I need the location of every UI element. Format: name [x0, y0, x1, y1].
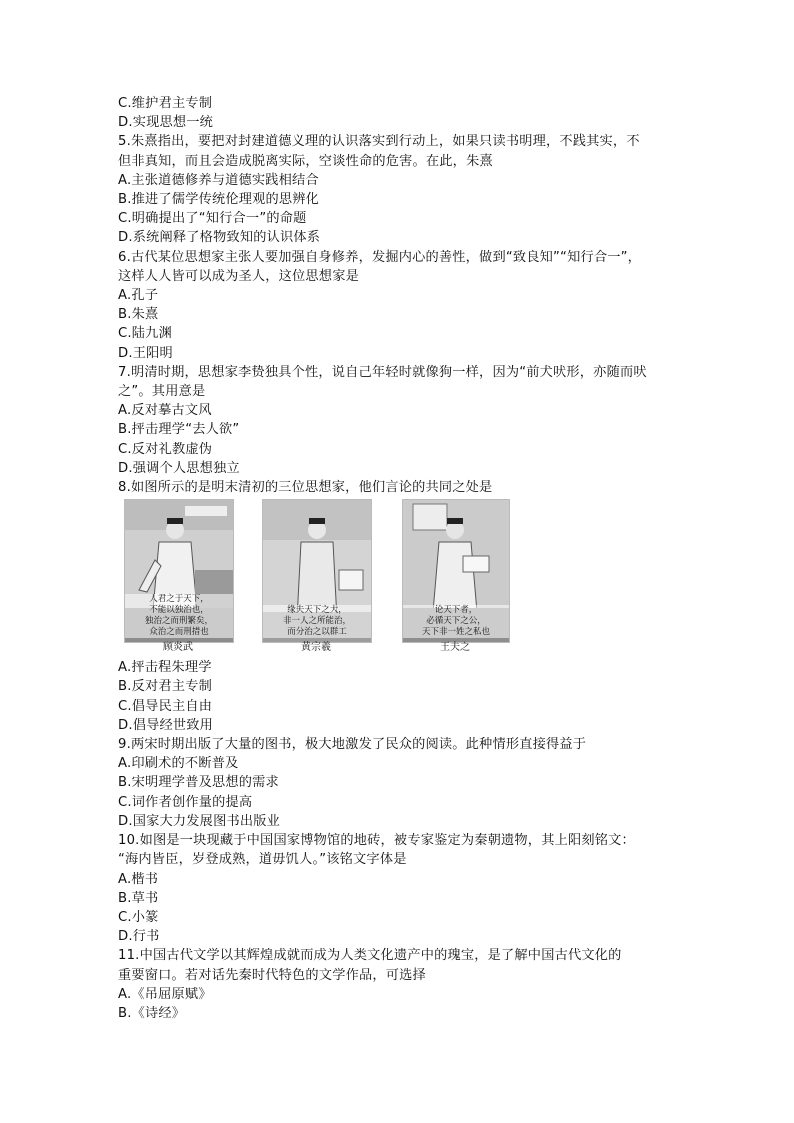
text-line: C.小篆: [118, 909, 159, 925]
portrait-quote: 论天下者， 必循天下之公， 天下非一姓之私也: [403, 605, 509, 638]
text-line: A.《吊屈原赋》: [118, 986, 212, 1002]
text-line: C.词作者创作量的提高: [118, 794, 253, 810]
text-line: C.陆九渊: [118, 326, 172, 342]
text-line: A.抨击程朱理学: [118, 660, 212, 676]
question-block-top: [118, 94, 688, 497]
text-line: D.行书: [118, 929, 160, 945]
text-line: D.系统阐释了格物致知的认识体系: [118, 230, 321, 246]
text-line: 之”。其用意是: [118, 384, 206, 400]
text-line: A.印刷术的不断普及: [118, 756, 239, 772]
text-line: C.维护君主专制: [118, 96, 213, 111]
exam-page: [118, 94, 688, 1023]
text-line: 但非真知，而且会造成脱离实际，空谈性命的危害。在此，朱熹: [118, 153, 493, 169]
portrait-caption: 王夫之: [440, 642, 470, 654]
text-line: B.反对君主专制: [118, 679, 212, 695]
text-line: C.倡导民主自由: [118, 698, 213, 714]
text-line: C.反对礼教虚伪: [118, 441, 213, 457]
portrait-caption: 顾炎武: [163, 642, 193, 654]
text-line: B.抨击理学“去人欲”: [118, 422, 240, 438]
text-line: B.宋明理学普及思想的需求: [118, 775, 279, 791]
portrait-caption: 黄宗羲: [301, 642, 331, 654]
portrait-huang-zongxi: [262, 499, 372, 643]
portrait-wang-fuzhi: [402, 499, 510, 643]
text-line: 11.中国古代文学以其辉煌成就而成为人类文化遗产中的瑰宝，是了解中国古代文化的: [118, 948, 622, 964]
text-line: D.倡导经世致用: [118, 717, 214, 733]
text-line: A.主张道德修养与道德实践相结合: [118, 172, 319, 188]
text-line: A.楷书: [118, 871, 159, 887]
text-line: B.推进了儒学传统伦理观的思辨化: [118, 192, 320, 208]
text-line: 7.明清时期，思想家李贽独具个性，说自己年轻时就像狗一样，因为“前犬吠形，亦随而吠: [118, 364, 647, 380]
text-line: D.实现思想一统: [118, 115, 214, 131]
text-line: D.国家大力发展图书出版业: [118, 813, 281, 829]
text-line: C.明确提出了“知行合一”的命题: [118, 211, 307, 227]
portrait-quote: 缘夫天下之大， 非一人之所能治， 而分治之以群工: [263, 605, 371, 638]
text-line: A.反对摹古文风: [118, 403, 212, 419]
portrait-quote: 人君之于天下， 不能以独治也， 独治之而刑繁矣， 众治之而刑措也: [125, 594, 233, 638]
text-line: 这样人人皆可以成为圣人，这位思想家是: [118, 268, 359, 284]
text-line: B.草书: [118, 890, 159, 906]
text-line: 9.两宋时期出版了大量的图书，极大地激发了民众的阅读。此种情形直接得益于: [118, 737, 587, 753]
text-line: 重要窗口。若对话先秦时代特色的文学作品，可选择: [118, 967, 426, 983]
text-line: “海内皆臣，岁登成熟，道毋饥人。”该铭文字体是: [118, 852, 407, 868]
question-block-bottom: [118, 658, 688, 1023]
text-line: A.孔子: [118, 288, 159, 304]
text-line: 10.如图是一块现藏于中国国家博物馆的地砖，被专家鉴定为秦朝遗物，其上阳刻铭文：: [118, 833, 635, 849]
text-line: D.强调个人思想独立: [118, 460, 240, 476]
text-line: 6.古代某位思想家主张人要加强自身修养，发掘内心的善性，做到“致良知”“知行合一”，: [118, 249, 642, 265]
text-line: 8.如图所示的是明末清初的三位思想家，他们言论的共同之处是: [118, 480, 493, 496]
text-line: D.王阳明: [118, 345, 173, 361]
thinkers-figure: [118, 499, 688, 655]
text-line: B.朱熹: [118, 307, 159, 323]
text-line: B.《诗经》: [118, 1005, 186, 1021]
text-line: 5.朱熹指出，要把对封建道德义理的认识落实到行动上，如果只读书明理，不践其实，不: [118, 134, 640, 150]
portrait-gu-yanwu: [124, 499, 234, 643]
